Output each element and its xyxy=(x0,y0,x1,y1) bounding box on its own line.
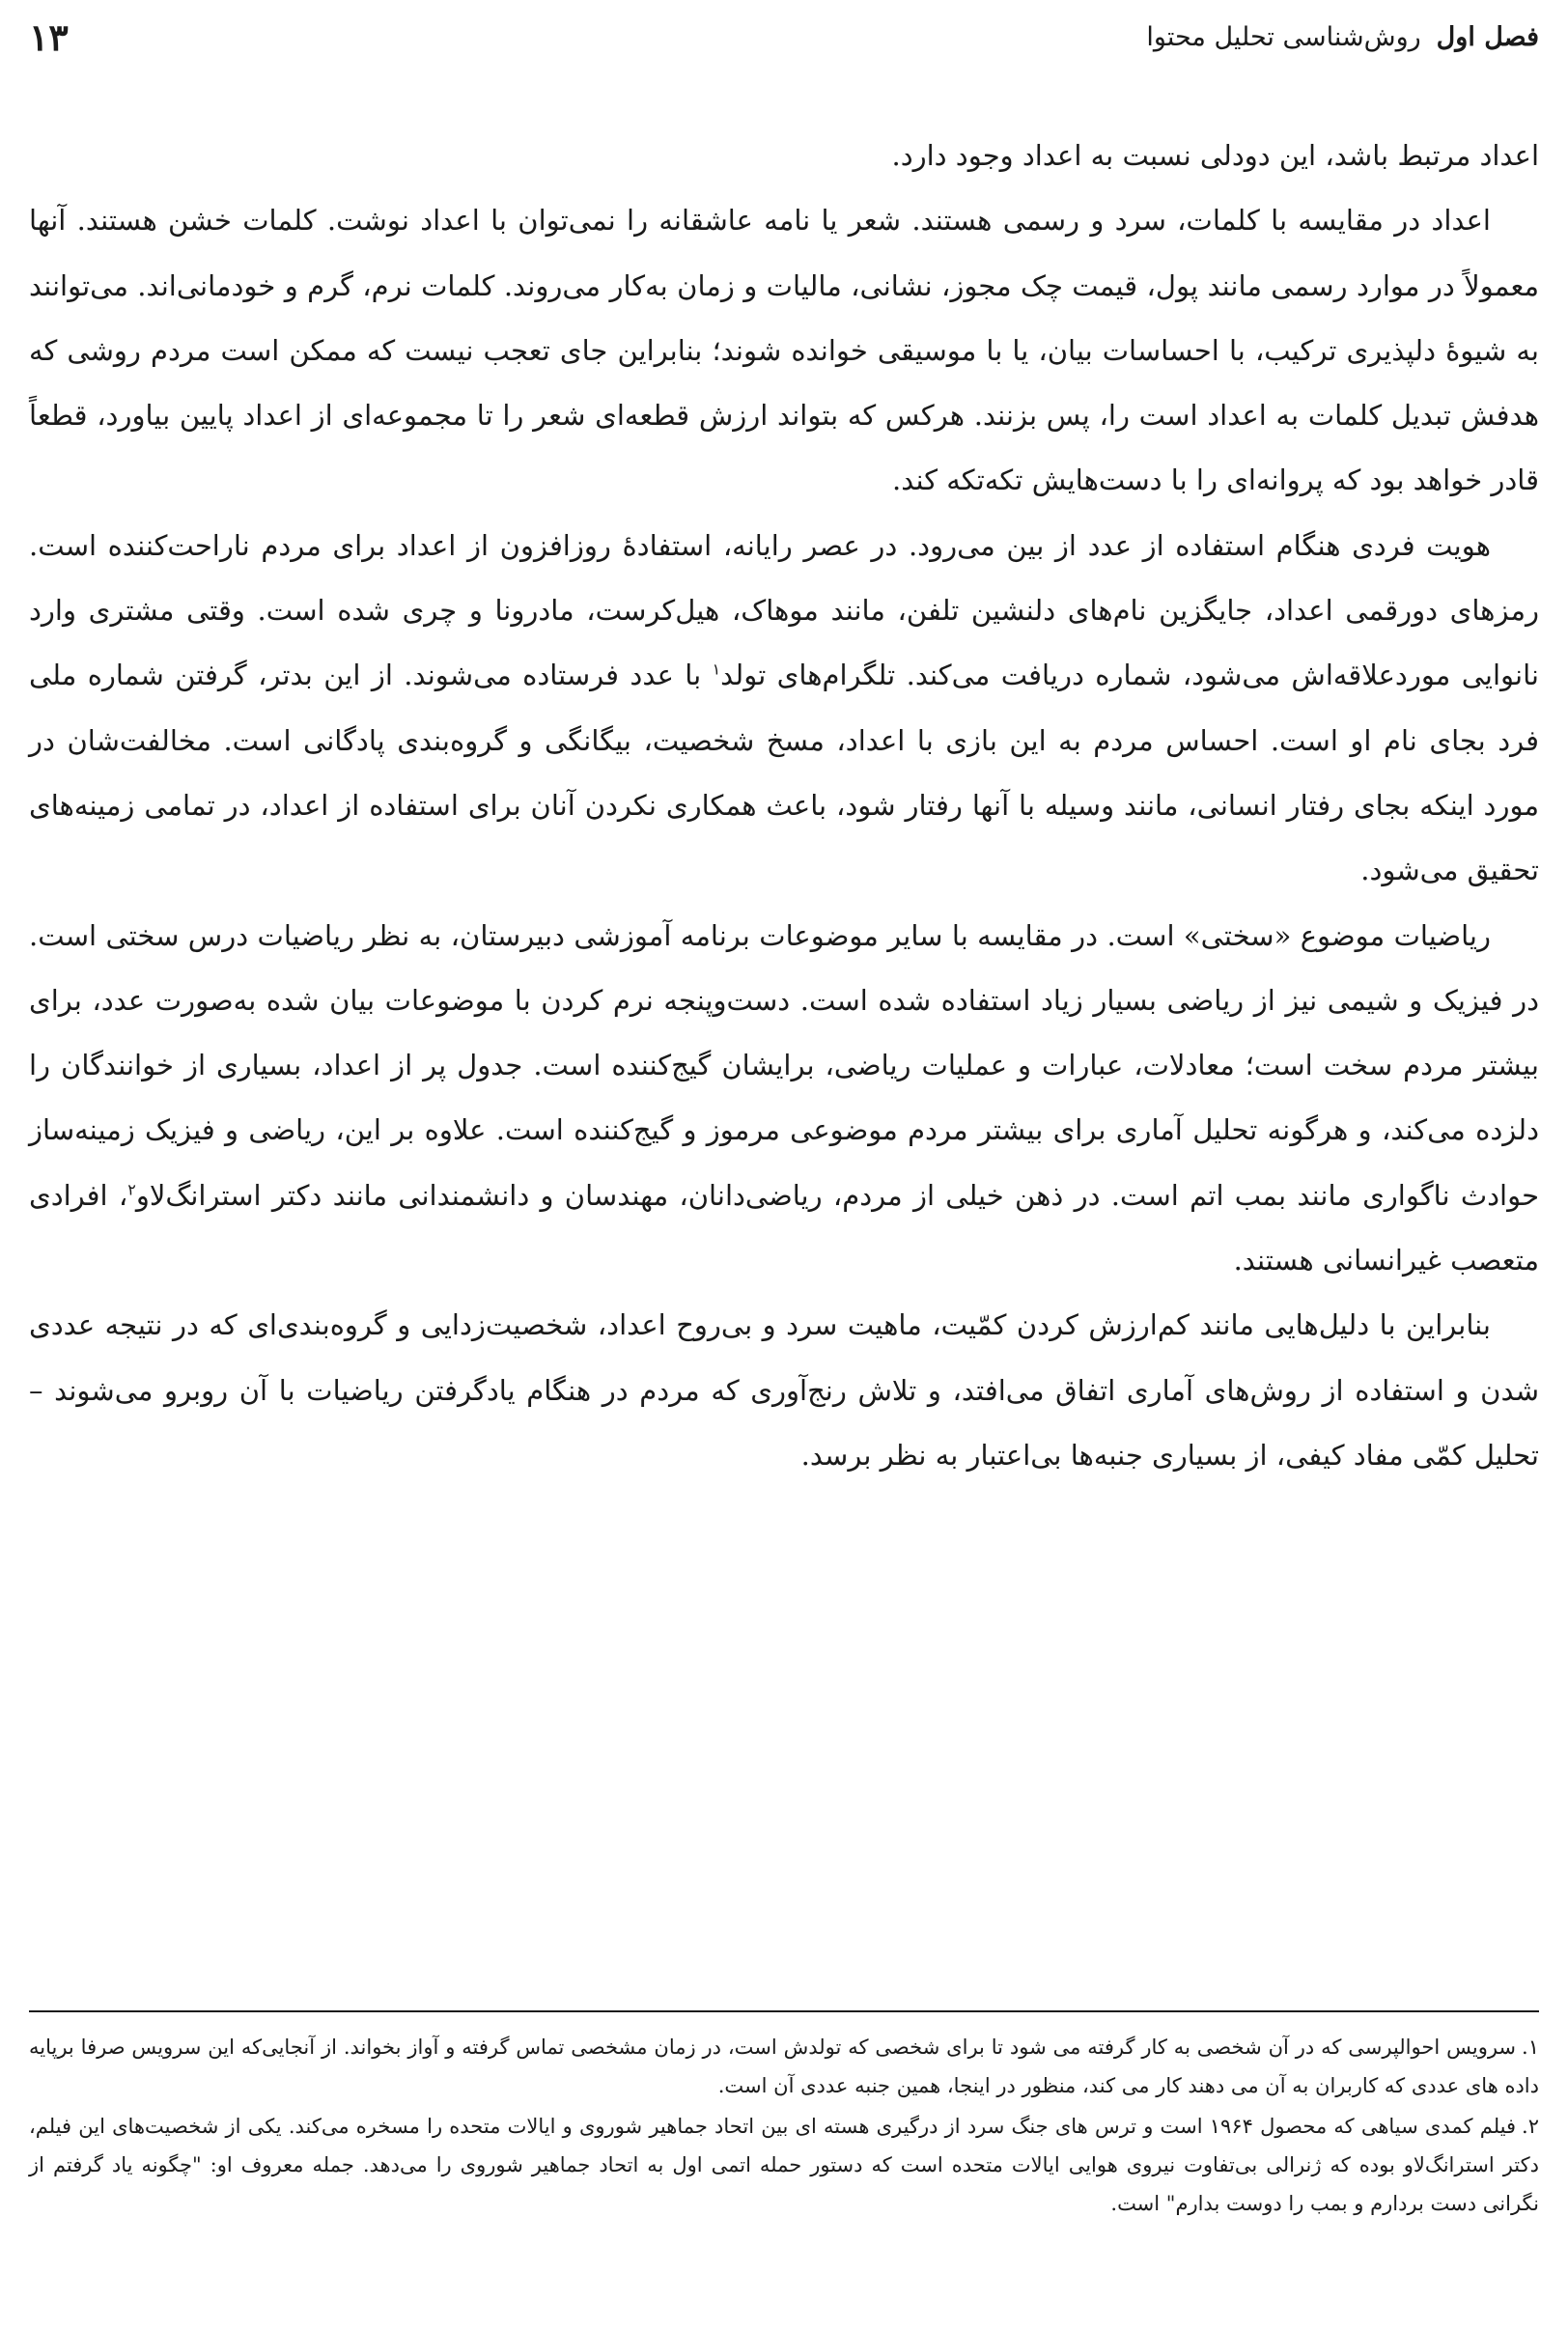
running-header xyxy=(29,14,1539,60)
paragraph-5: بنابراین با دلیل‌هایی مانند کم‌ارزش کردن کمّیت، ماهیت سرد و بی‌روح اعداد، شخصیت‌زدایی و گروه‌بندی‌ای که در نتیجه عددی شدن و استفاده از روش‌های آماری اتفاق می‌افتد، و تلاش رنج‌آوری که مردم در هنگام یادگرفتن ریاضیات با آن روبرو می‌شوند – تحلیل کمّی مفاد کیفی، از بسیاری جنبه‌ها بی‌اعتبار به نظر برسد. xyxy=(29,1308,1539,1472)
paragraph-3-text-a: هویت فردی هنگام استفاده از عدد از بین می‌رود. در عصر رایانه، استفادۀ روزافزون از اعداد برای مردم ناراحت‌کننده است. رمزهای دورقمی اعداد، جایگزین نام‌های دلنشین تلفن، مانند موهاک، هیل‌کرست، مادرونا و چری شده است. وقتی مشتری وارد نانوایی موردعلاقه‌اش می‌شود، شماره دریافت می‌کند. تلگرام‌های تولد xyxy=(29,528,1539,692)
footnote-2 xyxy=(29,2107,1539,2223)
body-text xyxy=(29,124,1539,1488)
footnote-ref-1: ۱ xyxy=(712,660,721,679)
footnote-separator xyxy=(29,2010,1539,2012)
footnote-1 xyxy=(29,2028,1539,2105)
paragraph-2: اعداد در مقایسه با کلمات، سرد و رسمی هستند. شعر یا نامه عاشقانه را نمی‌توان با اعداد نوشت. کلمات خشن هستند. آنها معمولاً در موارد رسمی مانند پول، قیمت چک مجوز، نشانی، مالیات و زمان به‌کار می‌روند. کلمات نرم، گرم و خودمانی‌اند. می‌توانند به شیوۀ دلپذیری ترکیب، با احساسات بیان، یا با موسیقی خوانده شوند؛ بنابراین جای تعجب نیست که ممکن است مردم روشی که هدفش تبدیل کلمات به اعداد است را، پس بزنند. هرکس که بتواند ارزش قطعه‌ای شعر را تا مجموعه‌ای از اعداد پایین بیاورد، قطعاً قادر خواهد بود که پروانه‌ای را با دست‌هایش تکه‌تکه کند. xyxy=(29,204,1539,497)
paragraph-4-text-b: ، افرادی متعصب غیرانسانی هستند. xyxy=(29,1178,1539,1277)
header-titles xyxy=(1146,22,1539,52)
footnote-2-number: ۲. xyxy=(1522,2115,1539,2138)
footnote-2-text: فیلم کمدی سیاهی که محصول ۱۹۶۴ است و ترس های جنگ سرد از درگیری هسته ای بین اتحاد جماهیر شوروی و ایالات متحده را مسخره می‌کند. یکی از شخصیت‌های این فیلم، دکتر استرانگ‌لاو بوده که ژنرالی بی‌تفاوت نیروی هوایی ایالات متحده است که دستور حمله اتمی اول به اتحاد جماهیر شوروی را می‌دهد. جمله معروف او: "چگونه یاد گرفتم از نگرانی دست بردارم و بمب را دوست بدارم" است. xyxy=(29,2115,1539,2215)
footnote-1-text: سرویس احوالپرسی که در آن شخصی به کار گرفته می شود تا برای شخصی که تولدش است، در زمان مشخصی تماس گرفته و آواز بخواند. از آنجایی‌که این سرویس صرفا برپایه داده های عددی که کاربران به آن می دهند کار می کند، منظور در اینجا، همین جنبه عددی آن است. xyxy=(29,2035,1539,2097)
chapter-title: فصل اول xyxy=(1436,21,1539,52)
book-title: روش‌شناسی تحلیل محتوا xyxy=(1146,21,1421,52)
paragraph-1: اعداد مرتبط باشد، این دودلی نسبت به اعداد وجود دارد. xyxy=(891,139,1539,172)
page-number: ۱۳ xyxy=(29,14,69,59)
paragraph-3-text-b: با عدد فرستاده می‌شوند. از این بدتر، گرفتن شماره ملی فرد بجای نام او است. احساس مردم به این بازی با اعداد، مسخ شخصیت، بیگانگی و گروه‌بندی پادگانی است. مخالفت‌شان در مورد اینکه بجای رفتار انسانی، مانند وسیله با آنها رفتار شود، باعث همکاری نکردن آنان برای استفاده از اعداد، در تمامی زمینه‌های تحقیق می‌شود. xyxy=(29,659,1539,887)
footnote-ref-2: ۲ xyxy=(127,1180,136,1199)
paragraph-3 xyxy=(29,514,1539,904)
footnotes xyxy=(29,2028,1539,2225)
paragraph-4-text-a: ریاضیات موضوع «سختی» است. در مقایسه با سایر موضوعات برنامه آموزشی دبیرستان، به نظر ریاضیات درس سختی است. در فیزیک و شیمی نیز از ریاضی بسیار زیاد استفاده شده است. دست‌وپنجه نرم کردن با موضوعات بیان شده به‌صورت عدد، برای بیشتر مردم سخت است؛ معادلات، عبارات و عملیات ریاضی، برایشان گیج‌کننده است. جدول پر از اعداد، بسیاری از خوانندگان را دلزده می‌کند، و هرگونه تحلیل آماری برای بیشتر مردم موضوعی مرموز و گیج‌کننده است. علاوه بر این، ریاضی و فیزیک زمینه‌ساز حوادث ناگواری مانند بمب اتم است. در ذهن خیلی از مردم، ریاضی‌دانان، مهندسان و دانشمندانی مانند دکتر استرانگ‌لاو xyxy=(29,918,1540,1212)
paragraph-4 xyxy=(29,904,1539,1294)
footnote-1-number: ۱. xyxy=(1522,2035,1539,2059)
